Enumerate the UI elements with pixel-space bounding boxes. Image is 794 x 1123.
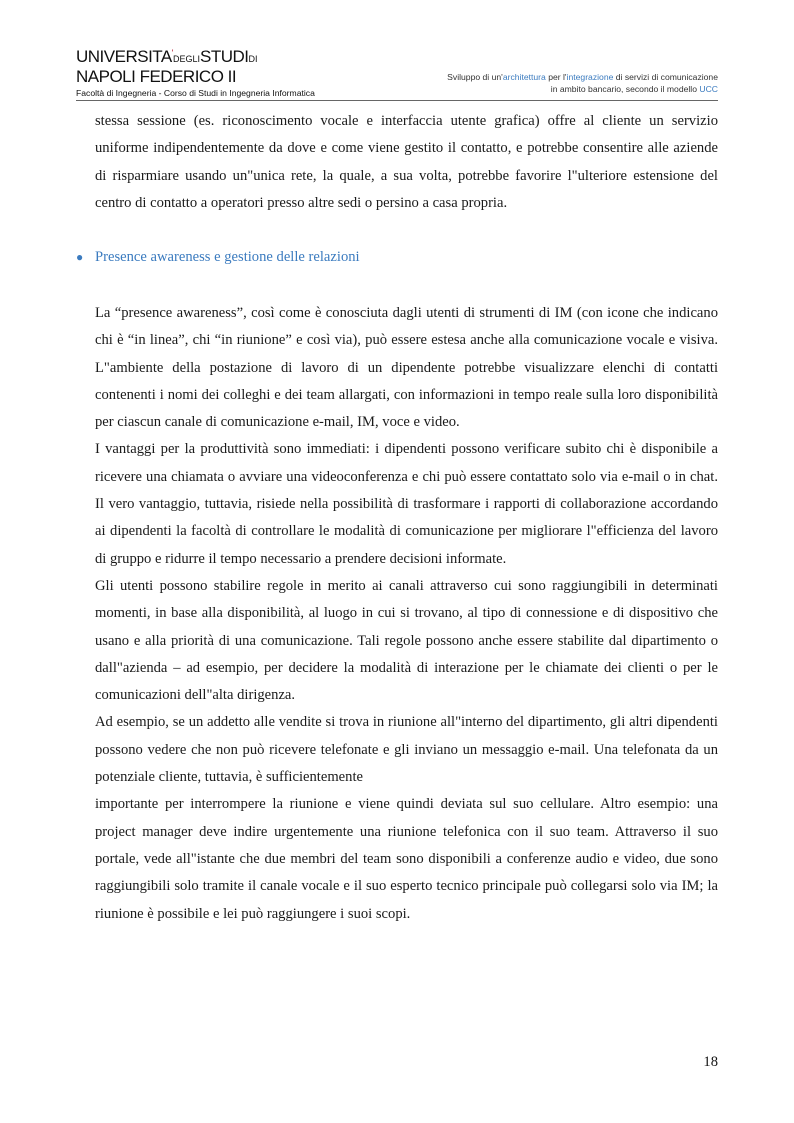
intro-section <box>95 108 718 217</box>
document-title-line2: in ambito bancario, secondo il modello UCC <box>550 84 718 94</box>
logo-mark: ' <box>171 48 173 58</box>
logo-faculty: Facoltà di Ingegneria - Corso di Studi in Ingegneria Informatica <box>76 88 315 98</box>
paragraph-regole: Gli utenti possono stabilire regole in merito ai canali attraverso cui sono raggiungibili in determinati momenti, in base alla disponibilità, al luogo in cui si trovano, al tipo di connessione e di dispositivo che usano e alla priorità di una comunicazione. Tali regole possono anche essere stabilite dal dipartimento o dall"azienda – ad esempio, per decidere la modalità di interazione per le chiamate dei clienti o per le comunicazioni dell"alta dirigenza. <box>95 577 718 704</box>
document-title <box>378 71 718 95</box>
university-logo <box>76 44 376 99</box>
logo-napoli-federico: NAPOLI FEDERICO II <box>76 67 237 86</box>
document-title-line1: Sviluppo di un'architettura per l'integrazione di servizi di comunicazione <box>447 72 718 82</box>
page-header <box>0 0 794 102</box>
header-divider <box>76 100 718 101</box>
body-section <box>95 300 718 928</box>
bullet-heading <box>76 244 718 271</box>
logo-degli: DEGLI <box>172 54 200 64</box>
paragraph-presence: La “presence awareness”, così come è conosciuta dagli utenti di strumenti di IM (con icone che indicano chi è “in linea”, chi “in riunione” e così via), può essere estesa anche alla comunicazione vocale e visiva. L"ambiente della postazione di lavoro di un dipendente potrebbe visualizzare elenchi di contatti contenenti i nomi dei colleghi e dei team allargati, con informazioni in tempo reale sulla loro disponibilità per ciascun canale di comunicazione e-mail, IM, voce e video. <box>95 305 718 431</box>
logo-universita: UNIVERSITA <box>76 47 172 66</box>
logo-di: DI <box>248 54 258 64</box>
bullet-icon: ● <box>76 250 84 264</box>
intro-paragraph: stessa sessione (es. riconoscimento vocale e interfaccia utente grafica) offre al cliente un servizio uniforme indipendentemente da dove e come viene gestito il contatto, e potrebbe consentire alle aziende di risparmiare usando un"unica rete, la quale, a sua volta, potrebbe favorire l"ulteriore estensione del centro di contatto a operatori presso altre sedi o persino a casa propria. <box>95 113 718 211</box>
paragraph-esempio: Ad esempio, se un addetto alle vendite si trova in riunione all"interno del dipartimento, gli altri dipendenti possono vedere che non può ricevere telefonate e gli inviano un messaggio e-mail. Una telefonata da un potenziale cliente, tuttavia, è sufficientemente <box>95 714 718 786</box>
paragraph-continuation: importante per interrompere la riunione e viene quindi deviata sul suo cellulare. Altro esempio: una project manager deve indire urgentemente una riunione telefonica con il suo team. Attraverso il suo portale, vede all"istante che due membri del team sono disponibili a conferenze audio e video, due sono raggiungibili solo tramite il canale vocale e il suo esperto tecnico principale può collegarsi solo via IM; la riunione è possibile e lei può raggiungere i suoi scopi. <box>95 796 718 922</box>
page-number: 18 <box>703 1054 718 1070</box>
bullet-heading-text: Presence awareness e gestione delle relazioni <box>95 249 360 265</box>
logo-studi: STUDI <box>200 47 249 66</box>
paragraph-vantaggi: I vantaggi per la produttività sono immediati: i dipendenti possono verificare subito chi è disponibile a ricevere una chiamata o avviare una videoconferenza e chi può essere contattato solo via e-mail o in chat. Il vero vantaggio, tuttavia, risiede nella possibilità di trasformare i rapporti di collaborazione accordando ai dipendenti la facoltà di controllare le modalità di comunicazione per migliorare l"efficienza del lavoro di gruppo e ridurre il tempo necessario a prendere decisioni informate. <box>95 441 718 567</box>
